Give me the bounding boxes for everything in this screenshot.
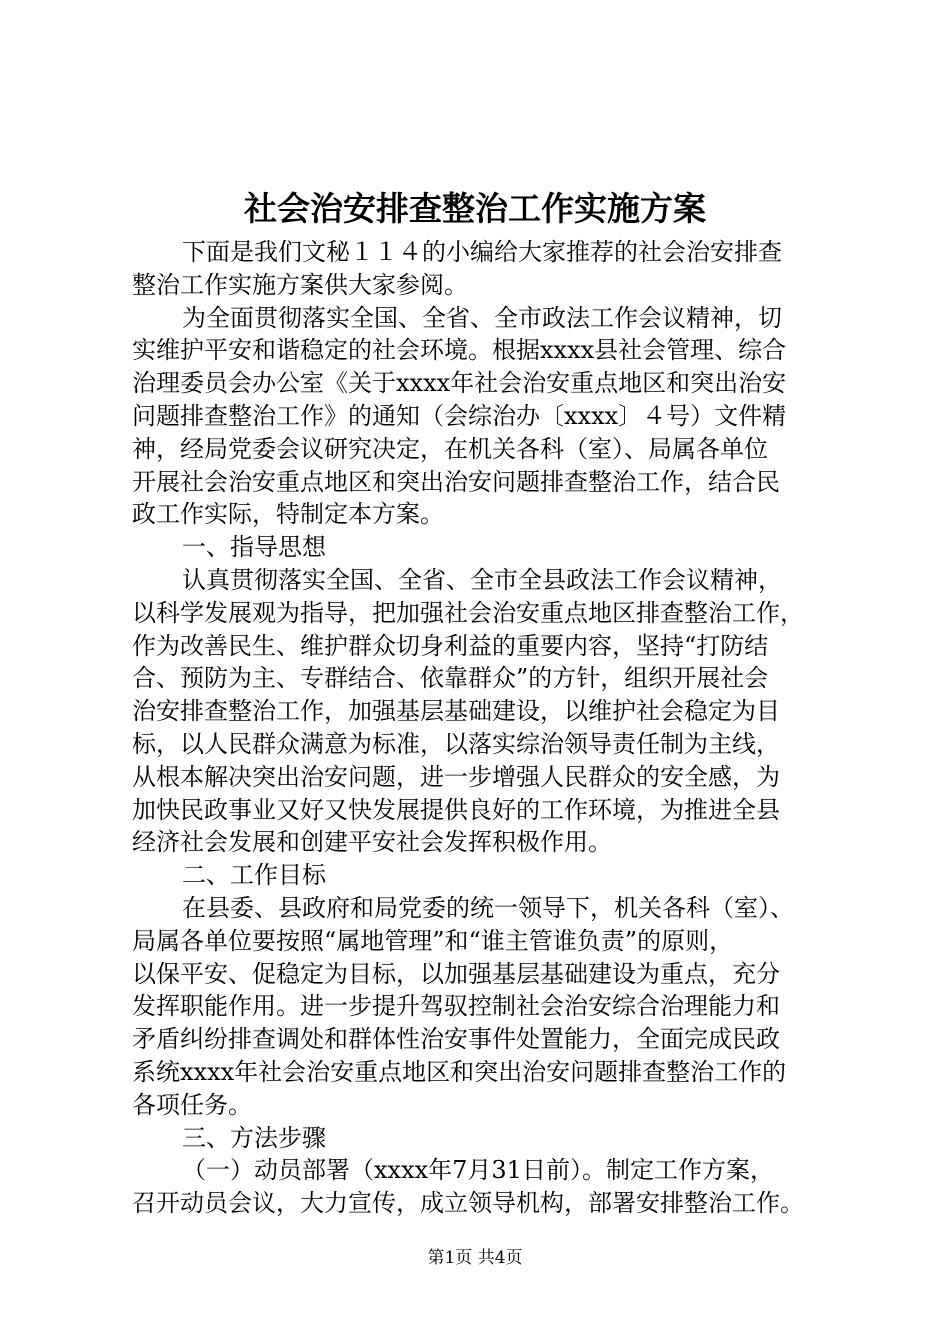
paragraph-line: 合、预防为主、专群结合、依靠群众”的方针，组织开展社会 bbox=[132, 664, 769, 693]
paragraph-line: 以保平安、促稳定为目标，以加强基层基础建设为重点，充分 bbox=[132, 959, 780, 988]
paragraph-line: 实维护平安和谐稳定的社会环境。根据xxxx县社会管理、综合 bbox=[132, 336, 787, 365]
paragraph-line: 为全面贯彻落实全国、全省、全市政法工作会议精神，切 bbox=[182, 303, 782, 332]
paragraph-line: 标，以人民群众满意为标准，以落实综治领导责任制为主线， bbox=[132, 729, 780, 758]
paragraph-line: 以科学发展观为指导，把加强社会治安重点地区排查整治工作， bbox=[132, 598, 804, 627]
paragraph-line: 局属各单位要按照“属地管理”和“谁主管谁负责”的原则， bbox=[132, 926, 734, 955]
paragraph-line: 系统xxxx年社会治安重点地区和突出治安问题排查整治工作的 bbox=[132, 1057, 787, 1086]
section-heading: 一、指导思想 bbox=[182, 533, 326, 562]
paragraph-line: 作为改善民生、维护群众切身利益的重要内容，坚持“打防结 bbox=[132, 631, 769, 660]
paragraph-line: 在县委、县政府和局党委的统一领导下，机关各科（室）、 bbox=[182, 893, 794, 922]
paragraph-line: 政工作实际，特制定本方案。 bbox=[132, 500, 444, 529]
paragraph-line: 召开动员会议，大力宣传，成立领导机构，部署安排整治工作。 bbox=[132, 1189, 804, 1218]
paragraph-line: 整治工作实施方案供大家参阅。 bbox=[132, 270, 468, 299]
paragraph-line: 发挥职能作用。进一步提升驾驭控制社会治安综合治理能力和 bbox=[132, 992, 780, 1021]
paragraph-line: 从根本解决突出治安问题，进一步增强人民群众的安全感，为 bbox=[132, 762, 780, 791]
paragraph-line: 问题排查整治工作》的通知（会综治办〔xxxx〕４号）文件精 bbox=[132, 401, 787, 430]
paragraph-line: （一）动员部署（xxxx年7月31日前）。制定工作方案， bbox=[182, 1156, 774, 1185]
paragraph-line: 认真贯彻落实全国、全省、全市全县政法工作会议精神， bbox=[182, 565, 782, 594]
document-title: 社会治安排查整治工作实施方案 bbox=[244, 189, 706, 228]
document-body bbox=[132, 236, 836, 1220]
section-heading: 二、工作目标 bbox=[182, 861, 326, 890]
paragraph-line: 下面是我们文秘１１４的小编给大家推荐的社会治安排查 bbox=[182, 238, 782, 266]
paragraph-line: 神，经局党委会议研究决定，在机关各科（室）、局属各单位 bbox=[132, 434, 768, 463]
paragraph-line: 治理委员会办公室《关于xxxx年社会治安重点地区和突出治安 bbox=[132, 369, 787, 398]
paragraph-line: 加快民政事业又好又快发展提供良好的工作环境，为推进全县 bbox=[132, 795, 780, 824]
paragraph-line: 治安排查整治工作，加强基层基础建设，以维护社会稳定为目 bbox=[132, 697, 780, 726]
page-number-footer: 第1页 共4页 bbox=[427, 1248, 523, 1268]
paragraph-line: 经济社会发展和创建平安社会发挥积极作用。 bbox=[132, 828, 612, 857]
section-heading: 三、方法步骤 bbox=[182, 1123, 326, 1152]
paragraph-line: 各项任务。 bbox=[132, 1090, 252, 1119]
paragraph-line: 矛盾纠纷排查调处和群体性治安事件处置能力，全面完成民政 bbox=[132, 1025, 780, 1054]
paragraph-line: 开展社会治安重点地区和突出治安问题排查整治工作，结合民 bbox=[132, 467, 780, 496]
